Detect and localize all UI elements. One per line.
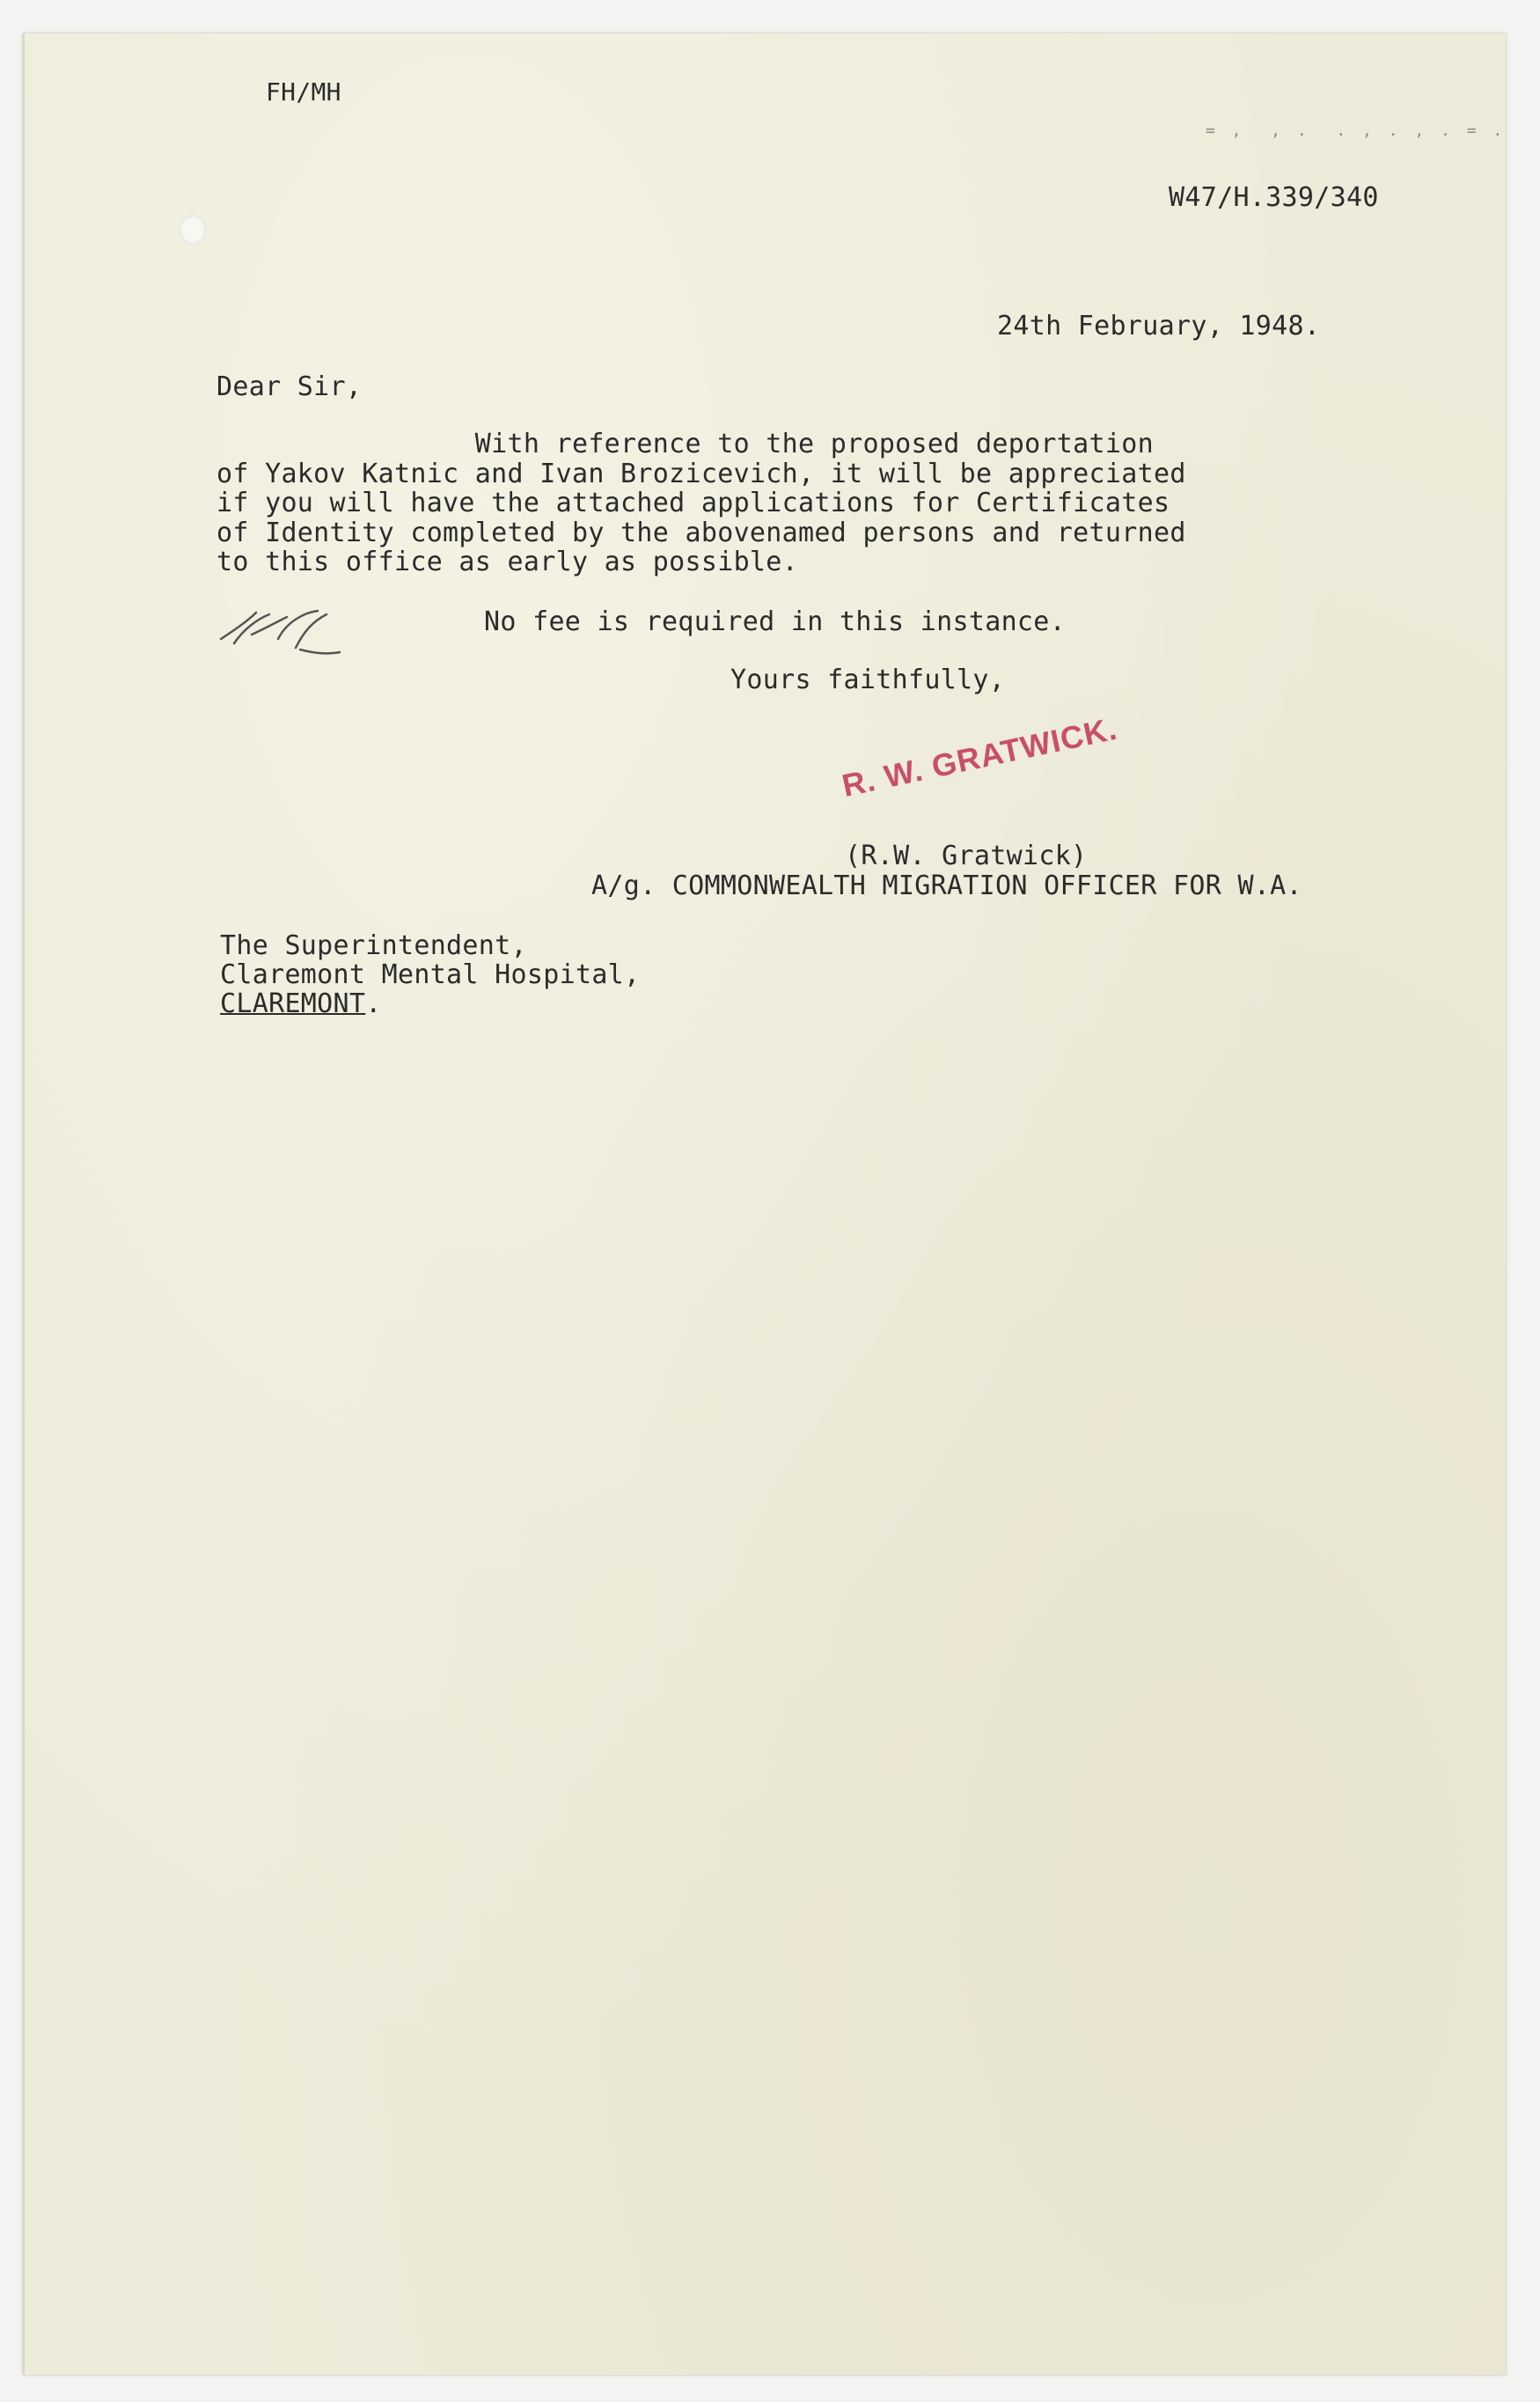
file-reference: W47/H.339/340 bbox=[1169, 182, 1379, 213]
addressee-city-name: CLAREMONT bbox=[220, 988, 366, 1019]
signatory-name: (R.W. Gratwick) bbox=[845, 841, 1088, 871]
addressee-line: Claremont Mental Hospital, bbox=[220, 959, 641, 990]
handwritten-initials bbox=[216, 604, 348, 665]
addressee-city-period: . bbox=[365, 988, 382, 1019]
body-line: of Yakov Katnic and Ivan Brozicevich, it will be appreciated bbox=[216, 459, 1186, 489]
no-fee-line: No fee is required in this instance. bbox=[484, 606, 1067, 637]
body-line: With reference to the proposed deportation bbox=[216, 429, 1154, 459]
body-line: if you will have the attached applications for Certificates bbox=[216, 488, 1170, 518]
addressee-line: The Superintendent, bbox=[220, 930, 527, 961]
closing: Yours faithfully, bbox=[730, 665, 1006, 695]
letter-date: 24th February, 1948. bbox=[997, 311, 1321, 342]
signatory-title: A/g. COMMONWEALTH MIGRATION OFFICER FOR W.A. bbox=[591, 870, 1302, 901]
typist-initials: FH/MH bbox=[266, 77, 341, 107]
punch-hole bbox=[180, 215, 206, 245]
signature-stamp: R. W. GRATWICK. bbox=[839, 709, 1121, 804]
faint-marks: = , , . . , . , . = . bbox=[1206, 121, 1507, 140]
salutation: Dear Sir, bbox=[216, 371, 363, 402]
body-line: of Identity completed by the abovenamed persons and returned bbox=[216, 518, 1186, 548]
body-line: to this office as early as possible. bbox=[216, 547, 799, 577]
addressee-city bbox=[220, 989, 382, 1019]
